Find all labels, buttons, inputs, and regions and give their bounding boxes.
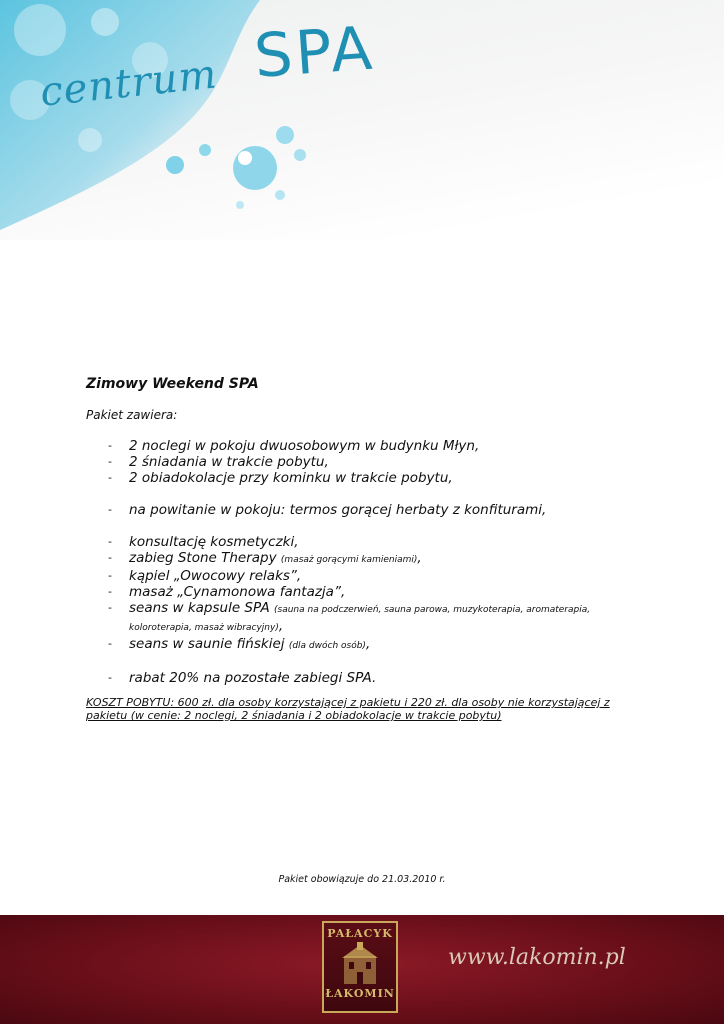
logo-centrum-text: centrum [38,51,220,116]
website-link[interactable]: www.lakomin.pl [448,945,626,970]
list-item: - 2 noclegi w pokoju dwuosobowym w budynku Młyn, [86,438,646,454]
list-item: - kąpiel „Owocowy relaks”, [86,568,646,584]
palace-building-icon [340,942,380,986]
cost-info: KOSZT POBYTU: 600 zł. dla osoby korzystającej z pakietu i 220 zł. dla osoby nie korzystającej z pakietu (w cenie: 2 noclegi, 2 śniadania i 2 obiadokolacje w trakcie pobytu) [86,696,610,722]
offer-title: Zimowy Weekend SPA [86,376,259,392]
package-list [86,438,646,686]
item-note: (dla dwóch osób) [288,641,366,651]
logo-bottom-text: ŁAKOMIN [325,987,395,1000]
palace-logo [322,921,398,1013]
list-item: - seans w saunie fińskiej (dla dwóch osób), [86,636,646,654]
list-item: - na powitanie w pokoju: termos gorącej herbaty z konfiturami, [86,502,646,518]
offer-intro: Pakiet zawiera: [86,408,178,422]
list-item: - zabieg Stone Therapy (masaż gorącymi kamieniami), [86,550,646,568]
list-item: - konsultację kosmetyczki, [86,534,646,550]
logo-top-text: PAŁACYK [327,927,393,940]
header-banner [0,0,724,240]
list-item: - rabat 20% na pozostałe zabiegi SPA. [86,670,646,686]
list-item: - 2 obiadokolacje przy kominku w trakcie pobytu, [86,470,646,486]
validity-note: Pakiet obowiązuje do 21.03.2010 r. [278,874,446,885]
list-item: - seans w kapsule SPA (sauna na podczerwień, sauna parowa, muzykoterapia, aromaterapia, koloroterapia, masaż wibracyjny), [86,600,646,636]
logo-spa-text: SPA [252,13,378,92]
footer-banner [0,915,724,1024]
item-note: (masaż gorącymi kamieniami) [280,555,418,565]
item-note: (sauna na podczerwień, sauna parowa, muzykoterapia, aromaterapia, koloroterapia, masaż wibracyjny) [129,605,591,633]
list-item: - 2 śniadania w trakcie pobytu, [86,454,646,470]
list-item: - masaż „Cynamonowa fantazja”, [86,584,646,600]
offer-content [86,376,646,722]
